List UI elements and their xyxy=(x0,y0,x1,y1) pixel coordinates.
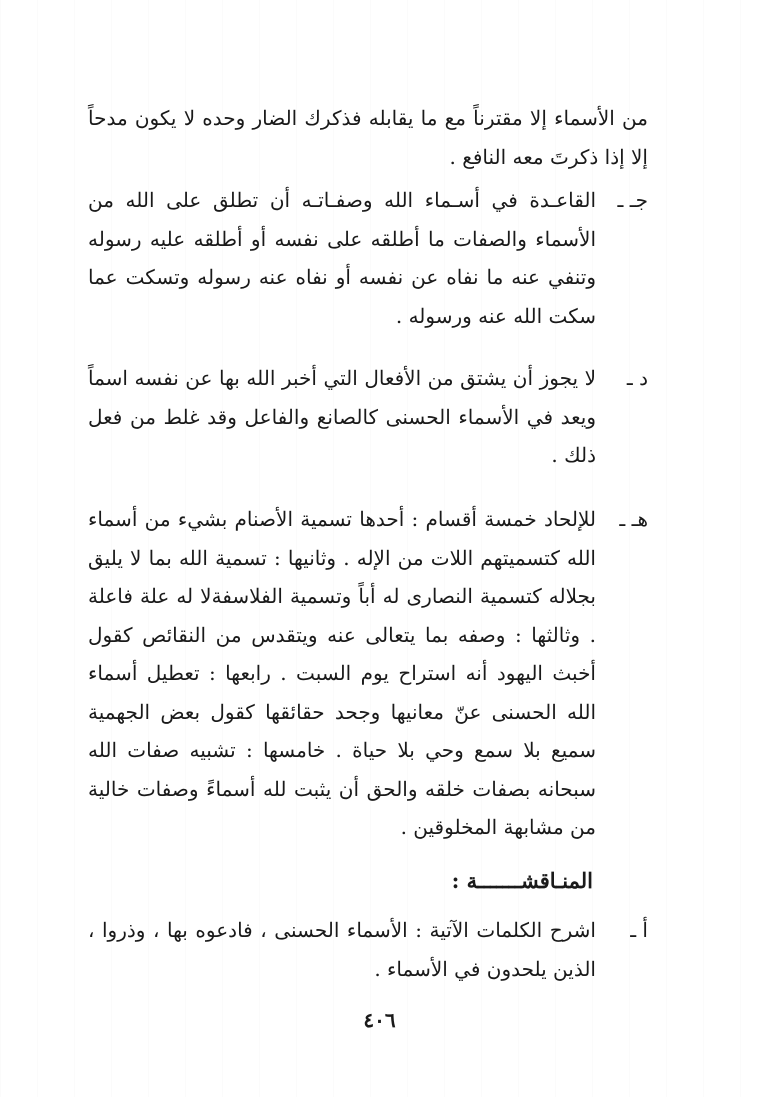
discussion-heading: المنـاقشـــــــة : xyxy=(451,868,593,893)
item-marker: أ ـ xyxy=(630,918,648,942)
item-marker: هـ ـ xyxy=(619,507,648,531)
page-number: ٤٠٦ xyxy=(363,1008,396,1032)
item-marker: د ـ xyxy=(626,366,648,390)
rule-item-c xyxy=(88,181,648,335)
rule-item-d xyxy=(88,359,648,475)
item-text: القاعـدة في أسـماء الله وصفـاتـه أن تطلق على الله من الأسماء والصفات ما أطلقه على نفسه أو أطلقه عليه رسوله وتنفي عنه ما نفاه عن نفسه أو نفاه عنه رسوله وتسكت عما سكت الله عنه ورسوله . xyxy=(88,188,596,328)
discussion-item-a xyxy=(88,911,648,988)
item-text: للإلحاد خمسة أقسام : أحدها تسمية الأصنام بشيء من أسماء الله كتسميتهم اللات من الإله . وثانيها : تسمية الله بما لا يليق بجلاله كتسمية النصارى له أباً وتسمية الفلاسفةلا له علة فاعلة . وثالثها : وصفه بما يتعالى عنه ويتقدس من النقائص كقول أخبث اليهود أنه استراح يوم السبت . رابعها : تعطيل أسماء الله الحسنى عنّ معانيها وجحد حقائقها كقول بعض الجهمية سميع بلا سمع وحي بلا حياة . خامسها : تشبيه صفات الله سبحانه بصفات خلقه والحق أن يثبت لله أسماءً وصفات خالية من مشابهة المخلوقين . xyxy=(88,507,596,839)
item-text: لا يجوز أن يشتق من الأفعال التي أخبر الله بها عن نفسه اسماً ويعد في الأسماء الحسنى كالصانع والفاعل وقد غلط من فعل ذلك . xyxy=(88,366,596,467)
intro-paragraph xyxy=(88,99,648,176)
item-marker: جـ ـ xyxy=(617,188,648,212)
item-text: اشرح الكلمات الآتية : الأسماء الحسنى ، فادعوه بها ، وذروا ، الذين يلحدون في الأسماء . xyxy=(88,918,596,981)
intro-text: من الأسماء إلا مقترناً مع ما يقابله فذكرك الضار وحده لا يكون مدحاً إلا إذا ذكرتَ معه النافع . xyxy=(88,106,648,169)
rule-item-h xyxy=(88,500,648,847)
